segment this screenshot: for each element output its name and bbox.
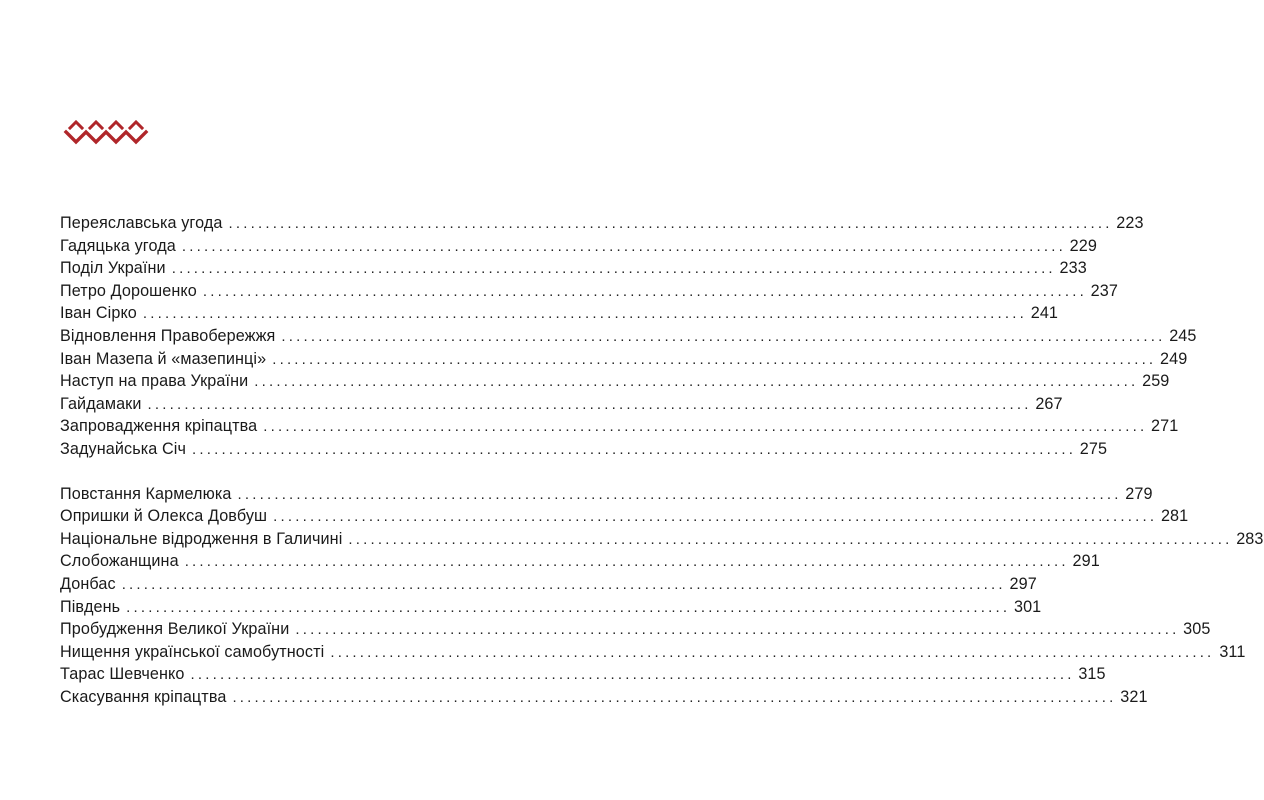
toc-entry — [60, 370, 1170, 393]
toc-entry-title: Опришки й Олекса Довбуш — [60, 507, 268, 526]
dot-leader: ........................................................................................................................ — [121, 575, 1006, 593]
toc-entry — [60, 348, 1188, 371]
dot-leader: ........................................................................................................................ — [272, 350, 1157, 368]
toc-entry-title: Іван Мазепа й «мазепинці» — [60, 349, 267, 368]
toc-entry-page: 245 — [1169, 326, 1197, 345]
dot-leader: ........................................................................................................................ — [126, 598, 1011, 616]
toc-entry-page: 279 — [1125, 484, 1153, 503]
toc-entry-page: 321 — [1120, 687, 1148, 706]
toc-entry — [60, 235, 1097, 258]
toc-entry-page: 297 — [1009, 574, 1037, 593]
dot-leader: ........................................................................................................................ — [142, 305, 1028, 323]
toc-entry — [60, 302, 1059, 325]
dot-leader: ........................................................................................................................ — [295, 621, 1180, 639]
toc-entry-page: 301 — [1013, 597, 1042, 616]
toc-entry-title: Повстання Кармелюка — [60, 484, 232, 503]
dot-leader: ........................................................................................................................ — [192, 440, 1077, 458]
dot-leader: ........................................................................................................................ — [263, 418, 1148, 436]
toc-entry-title: Гадяцька угода — [60, 236, 176, 255]
toc-entry — [60, 280, 1118, 303]
toc-entry-title: Наступ на права України — [60, 372, 249, 391]
toc-entry — [60, 573, 1037, 596]
toc-entry — [60, 663, 1106, 686]
toc-entry-page: 229 — [1069, 236, 1097, 255]
dot-leader: ........................................................................................................................ — [348, 530, 1233, 548]
dot-leader: ........................................................................................................................ — [237, 485, 1122, 503]
dot-leader: ........................................................................................................................ — [171, 260, 1056, 278]
toc-entry-page: 305 — [1183, 620, 1211, 639]
dot-leader: ........................................................................................................................ — [181, 237, 1066, 255]
toc-entry-page: 233 — [1059, 259, 1087, 278]
toc-entry-page: 249 — [1160, 349, 1188, 368]
toc-entry — [60, 325, 1197, 348]
table-of-contents — [60, 212, 1264, 708]
toc-entry — [60, 505, 1189, 528]
toc-group-2 — [60, 483, 1264, 709]
toc-entry — [60, 483, 1153, 506]
toc-entry — [60, 528, 1264, 551]
toc-entry — [60, 550, 1100, 573]
toc-entry-page: 223 — [1116, 214, 1144, 232]
toc-entry-title: Переяславська угода — [60, 214, 223, 232]
toc-entry-title: Національне відродження в Галичині — [60, 529, 343, 548]
toc-entry-title: Відновлення Правобережжя — [60, 326, 276, 345]
toc-entry-page: 291 — [1072, 552, 1100, 571]
toc-entry-title: Південь — [60, 597, 121, 616]
toc-entry — [60, 438, 1108, 461]
toc-entry-title: Донбас — [60, 574, 116, 593]
toc-entry-page: 281 — [1160, 507, 1189, 526]
toc-entry-title: Пробудження Великої України — [60, 620, 290, 639]
toc-entry-title: Запровадження кріпацтва — [60, 417, 258, 436]
toc-entry — [60, 212, 1144, 235]
toc-entry — [60, 257, 1087, 280]
toc-entry — [60, 415, 1179, 438]
toc-entry-title: Петро Дорошенко — [60, 281, 197, 300]
toc-entry-title: Нищення української самобутності — [60, 642, 325, 661]
toc-entry-page: 311 — [1219, 642, 1246, 661]
toc-entry-page: 237 — [1090, 281, 1118, 300]
dot-leader: ........................................................................................................................ — [147, 395, 1032, 413]
toc-entry-title: Скасування кріпацтва — [60, 687, 227, 706]
toc-entry — [60, 596, 1042, 619]
toc-entry-page: 283 — [1236, 529, 1264, 548]
toc-entry-page: 275 — [1079, 439, 1108, 458]
dot-leader: ........................................................................................................................ — [254, 373, 1139, 391]
dot-leader: ........................................................................................................................ — [273, 508, 1158, 526]
toc-entry-title: Задунайська Січ — [60, 439, 186, 458]
toc-entry-title: Поділ України — [60, 259, 166, 278]
toc-entry-title: Слобожанщина — [60, 552, 179, 571]
toc-entry-title: Іван Сірко — [60, 304, 137, 323]
dot-leader: ........................................................................................................................ — [190, 666, 1075, 684]
dot-leader: ........................................................................................................................ — [330, 643, 1215, 661]
toc-entry — [60, 686, 1148, 709]
toc-entry — [60, 641, 1246, 664]
toc-entry — [60, 393, 1063, 416]
toc-entry-page: 241 — [1030, 304, 1059, 323]
dot-leader: ........................................................................................................................ — [228, 215, 1113, 232]
embroidery-ornament-icon — [64, 118, 148, 148]
toc-entry — [60, 618, 1211, 641]
dot-leader: ........................................................................................................................ — [184, 553, 1069, 571]
dot-leader: ........................................................................................................................ — [202, 282, 1087, 300]
toc-entry-page: 315 — [1078, 665, 1106, 684]
dot-leader: ........................................................................................................................ — [232, 688, 1117, 706]
dot-leader: ........................................................................................................................ — [281, 327, 1166, 345]
toc-entry-page: 259 — [1142, 372, 1170, 391]
toc-group-1 — [60, 212, 1197, 461]
toc-entry-page: 267 — [1035, 394, 1063, 413]
toc-entry-page: 271 — [1151, 417, 1179, 436]
toc-entry-title: Тарас Шевченко — [60, 665, 185, 684]
toc-entry-title: Гайдамаки — [60, 394, 142, 413]
